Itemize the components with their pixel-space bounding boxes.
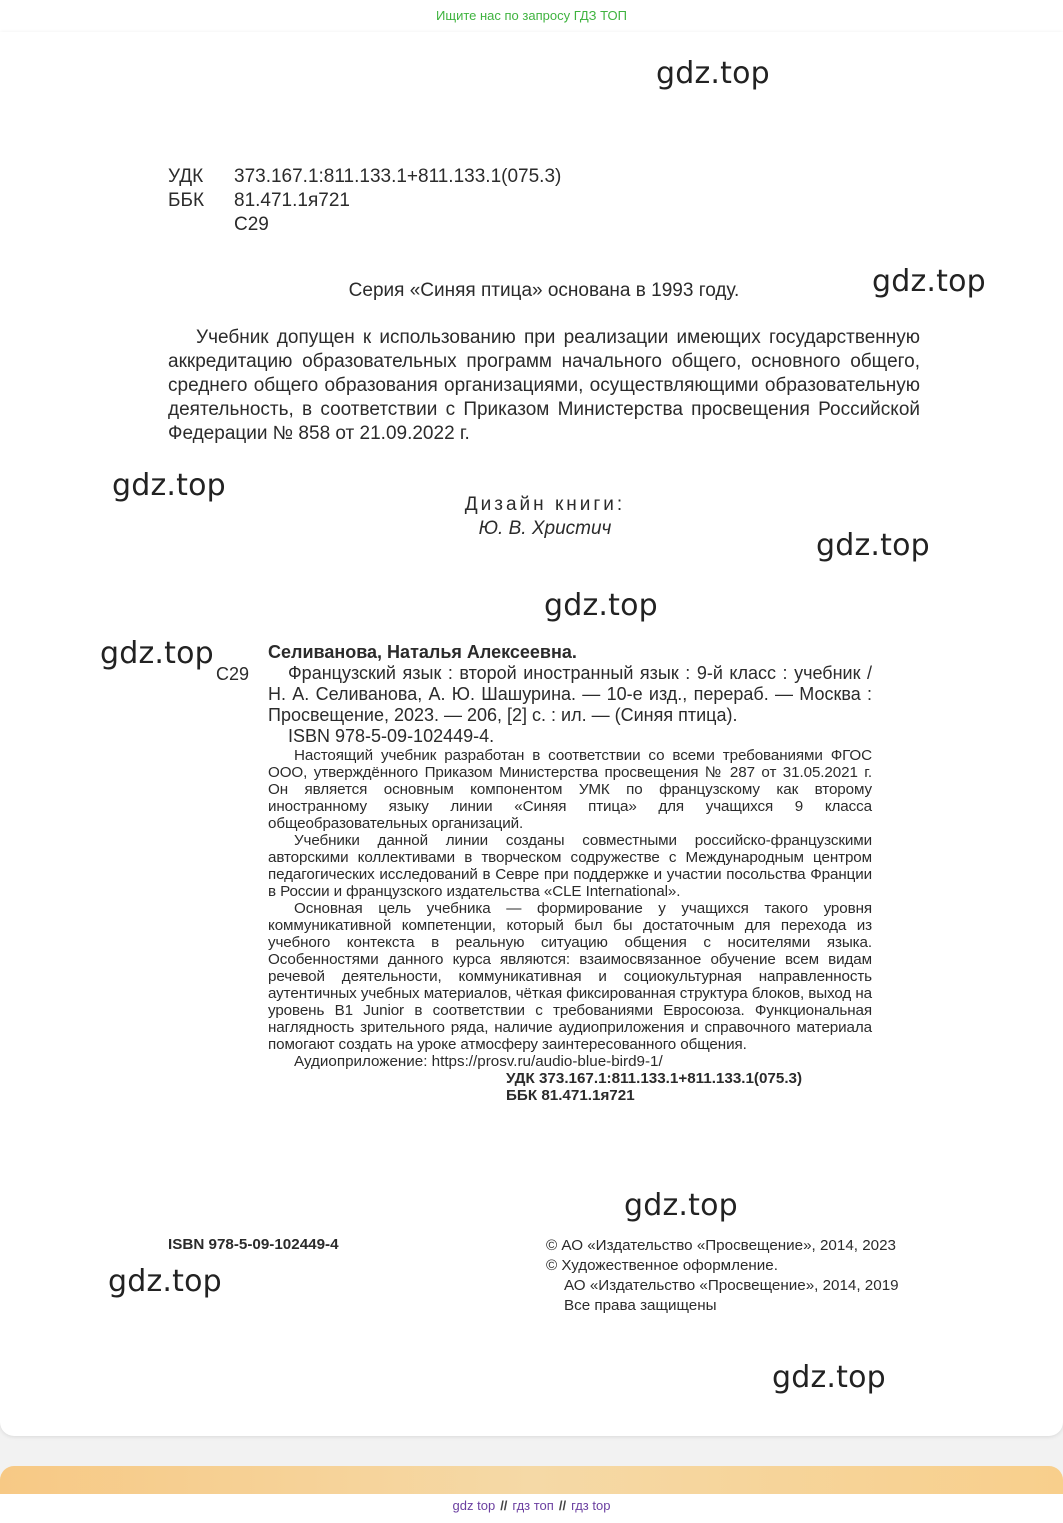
- copyright-line: АО «Издательство «Просвещение», 2014, 2019: [564, 1277, 899, 1294]
- bbk-row: [168, 190, 350, 212]
- udk-label: УДК: [168, 166, 204, 187]
- footer-links: [0, 1494, 1063, 1523]
- footer-link[interactable]: гдз top: [571, 1498, 611, 1513]
- bbk-label: ББК: [168, 190, 205, 211]
- watermark: gdz.top: [108, 1264, 222, 1299]
- watermark: gdz.top: [624, 1188, 738, 1223]
- udk-value: 373.167.1:811.133.1+811.133.1(075.3): [234, 166, 562, 187]
- watermark: gdz.top: [100, 636, 214, 671]
- top-banner[interactable]: Ищите нас по запросу ГДЗ ТОП: [0, 0, 1063, 32]
- card-annotation: Учебники данной линии созданы совместными российско-французскими авторскими коллективами в творческом содружестве с Международным центром педагогических исследований в Севре при поддержке и участии посольства Франции в России и французского издательства «CLE International».: [268, 832, 872, 900]
- catalog-code: С29: [216, 664, 250, 684]
- author-mark: С29: [234, 214, 269, 235]
- isbn-bottom: ISBN 978-5-09-102449-4: [168, 1236, 339, 1253]
- series-note: Серия «Синяя птица» основана в 1993 году.: [348, 280, 740, 301]
- udk-row: [168, 166, 561, 188]
- card-isbn: ISBN 978-5-09-102449-4.: [288, 726, 495, 746]
- footer-link[interactable]: гдз топ: [512, 1498, 554, 1513]
- footer-link[interactable]: gdz top: [452, 1498, 496, 1513]
- footer-band: [0, 1466, 1063, 1494]
- designer-name: Ю. В. Христич: [478, 518, 612, 539]
- watermark: gdz.top: [656, 56, 770, 91]
- watermark: gdz.top: [112, 468, 226, 503]
- card-bbk: ББК 81.471.1я721: [506, 1087, 635, 1104]
- bbk-value: 81.471.1я721: [234, 190, 350, 211]
- card-author: Селиванова, Наталья Алексеевна.: [268, 642, 577, 662]
- card-udk: УДК 373.167.1:811.133.1+811.133.1(075.3): [506, 1070, 803, 1087]
- watermark: gdz.top: [772, 1360, 886, 1395]
- watermark: gdz.top: [816, 528, 930, 563]
- copyright-line: Все права защищены: [564, 1297, 717, 1314]
- watermark: gdz.top: [872, 264, 986, 299]
- catalog-card: [268, 642, 872, 1104]
- copyright-line: © АО «Издательство «Просвещение», 2014, 2023: [546, 1237, 897, 1254]
- card-annotation: Основная цель учебника — формирование у учащихся такого уровня коммуникативной компетенции, который был бы достаточным для перехода из учебного контекста в реальную ситуацию общения с носителями языка. Особенностями данного курса являются: взаимосвязанное обучение всем видам речевой деятельности, коммуникативная и социокультурная направленность аутентичных учебных материалов, чёткая фиксированная структура блоков, выход на уровень B1 Junior в соответствии с требованиями Евросоюза. Функциональная наглядность зрительного ряда, наличие аудиоприложения и справочного материала помогают создать на уроке атмосферу заинтересованного общения.: [268, 900, 872, 1053]
- approval-text: [168, 326, 920, 446]
- copyright-block: [546, 1236, 899, 1316]
- card-annotation: Настоящий учебник разработан в соответствии со всеми требованиями ФГОС ООО, утверждённого Приказом Министерства просвещения № 287 от 31.05.2021 г. Он является основным компонентом УМК по французскому как второму иностранному языку линии «Синяя птица» для учащихся 9 класса общеобразовательных организаций.: [268, 747, 872, 832]
- page-sheet: [0, 32, 1063, 1436]
- card-bibliographic: Французский язык : второй иностранный язык : 9-й класс : учебник / Н. А. Селиванова, А. Ю. Шашурина. — 10-е изд., перераб. — Москва : Просвещение, 2023. — 206, [2] с. : ил. — (Синяя птица).: [268, 663, 872, 725]
- design-label: Дизайн книги:: [464, 494, 626, 515]
- footer-separator: //: [500, 1498, 508, 1513]
- watermark: gdz.top: [544, 588, 658, 623]
- copyright-line: © Художественное оформление.: [546, 1257, 778, 1274]
- audio-link: Аудиоприложение: https://prosv.ru/audio-blue-bird9-1/: [294, 1053, 663, 1070]
- approval-paragraph: Учебник допущен к использованию при реализации имеющих государственную аккредитацию образовательных программ начального общего, основного общего, среднего общего образования организациями, осуществляющими образовательную деятельность, в соответствии с Приказом Министерства просвещения Российской Федерации № 858 от 21.09.2022 г.: [168, 327, 920, 444]
- footer-separator: //: [558, 1498, 567, 1513]
